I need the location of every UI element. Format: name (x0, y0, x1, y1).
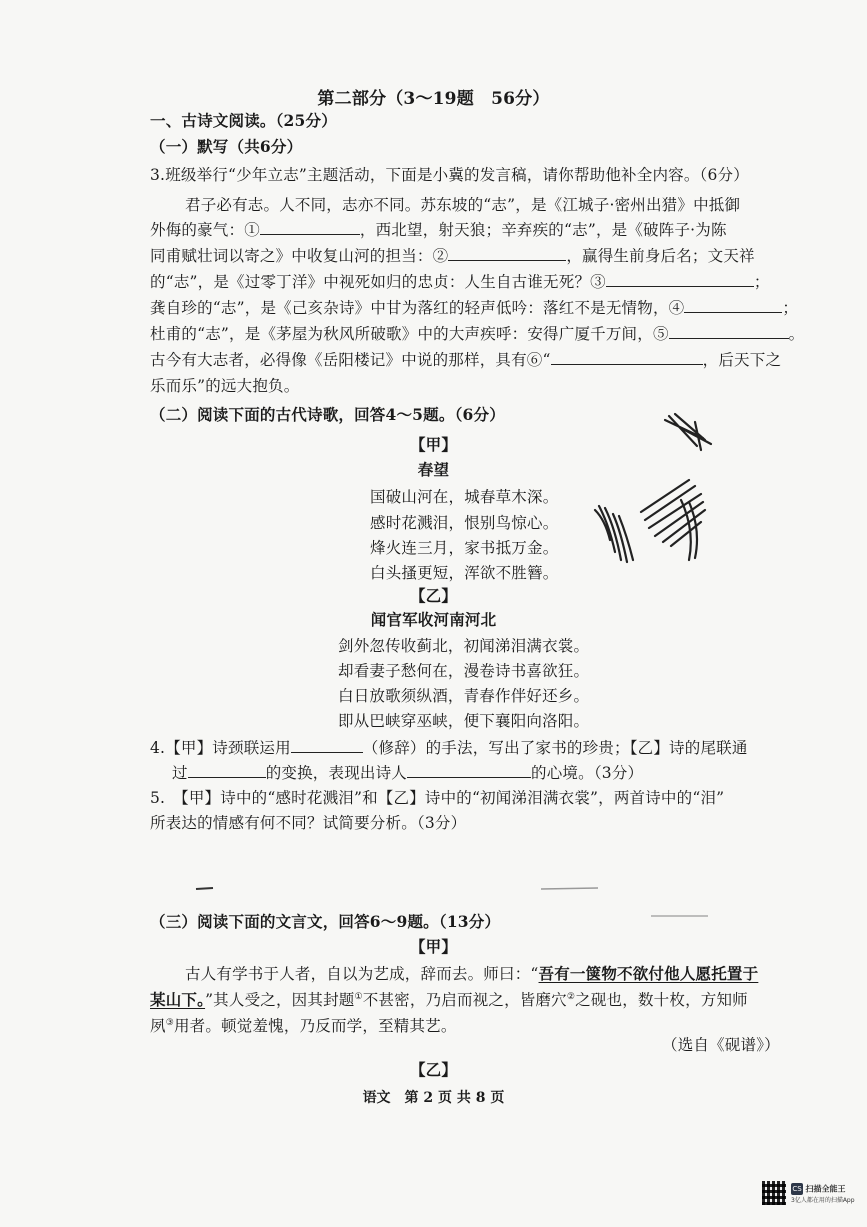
poem-line: 感时花溅泪，恨别鸟惊心。 (370, 514, 559, 532)
paragraph-line: 外侮的豪气：① ，西北望，射天狼；辛弃疾的“志”，是《破阵子·为陈 (150, 221, 727, 239)
scanner-brand-sub: 3亿人都在用的扫描App (791, 1197, 855, 1204)
classical-text-line: 夙③用者。顿觉羞愧，乃反而学，至精其艺。 (150, 1017, 457, 1035)
poem-line: 白日放歌须纵酒，青春作伴好还乡。 (338, 687, 590, 705)
section1-sub-title: （一）默写（共6分） (150, 137, 303, 156)
poem-yi-mark: 【乙】 (409, 586, 458, 605)
blank-3[interactable] (606, 272, 754, 287)
text-jia-mark: 【甲】 (409, 937, 458, 956)
text-source: （选自《砚谱》） (662, 1036, 780, 1054)
pencil-scribble (585, 410, 725, 580)
blank-5[interactable] (669, 324, 789, 339)
paragraph-line: 同甫赋壮词以寄之》中收复山河的担当：② ，赢得生前身后名；文天祥 (150, 247, 755, 265)
blank-6[interactable] (551, 350, 703, 365)
question-4-line1: 4.【甲】诗颈联运用 （修辞）的手法，写出了家书的珍贵；【乙】诗的尾联通 (150, 739, 748, 757)
paragraph-line: 古今有大志者，必得像《岳阳楼记》中说的那样，具有⑥“ ，后天下之 (150, 351, 782, 369)
blank-q4-mood[interactable] (407, 763, 531, 778)
scanner-logo-icon: CS (792, 1185, 802, 1193)
blank-1[interactable] (260, 220, 360, 235)
poem-line: 白头搔更短，浑欲不胜簪。 (370, 564, 559, 582)
poem-line: 烽火连三月，家书抵万金。 (370, 539, 559, 557)
section2-title: （二）阅读下面的古代诗歌，回答4～5题。（6分） (150, 405, 505, 424)
scanner-watermark (791, 1183, 855, 1204)
poem-line: 国破山河在，城春草木深。 (370, 488, 559, 506)
poem-line: 即从巴峡穿巫峡，便下襄阳向洛阳。 (338, 712, 590, 730)
poem-yi-title: 闻官军收河南河北 (370, 610, 497, 629)
poem-line: 剑外忽传收蓟北，初闻涕泪满衣裳。 (338, 637, 590, 655)
paragraph-line: 杜甫的“志”，是《茅屋为秋风所破歌》中的大声疾呼：安得广厦千万间，⑤ 。 (150, 325, 805, 343)
classical-text-line: 古人有学书于人者，自以为艺成，辞而去。师曰：“吾有一箧物不欲付他人愿托置于 (185, 964, 759, 983)
section3-title: （三）阅读下面的文言文，回答6～9题。（13分） (150, 912, 501, 931)
note-mark: ③ (165, 1017, 174, 1028)
question-3-stem: 3.班级举行“少年立志”主题活动，下面是小冀的发言稿，请你帮助他补全内容。（6分） (150, 166, 749, 184)
section1-title: 一、古诗文阅读。（25分） (150, 111, 337, 130)
scanner-brand-name: 扫描全能王 (805, 1184, 846, 1194)
stray-mark (540, 886, 600, 892)
underlined-sentence: 某山下。 (150, 990, 206, 1009)
question-5-line1: 5. 【甲】诗中的“感时花溅泪”和【乙】诗中的“初闻涕泪满衣裳”，两首诗中的“泪” (150, 789, 725, 807)
question-5-line2: 所表达的情感有何不同？试简要分析。（3分） (150, 814, 467, 832)
part-title: 第二部分（3～19题 56分） (317, 89, 550, 109)
blank-2[interactable] (448, 246, 566, 261)
page-footer: 语文 第 2 页 共 8 页 (362, 1090, 505, 1106)
poem-jia-mark: 【甲】 (409, 435, 458, 454)
paragraph-line: 的“志”，是《过零丁洋》中视死如归的忠贞：人生自古谁无死？③ ； (150, 273, 770, 291)
poem-line: 却看妻子愁何在，漫卷诗书喜欲狂。 (338, 662, 590, 680)
paragraph-line: 君子必有志。人不同，志亦不同。苏东坡的“志”，是《江城子·密州出猎》中抵御 (185, 196, 741, 214)
paragraph-line: 乐而乐”的远大抱负。 (150, 377, 300, 395)
underlined-sentence: 吾有一箧物不欲付他人愿托置于 (538, 964, 759, 983)
blank-4[interactable] (684, 298, 782, 313)
question-4-line2: 过 的变换，表现出诗人 的心境。（3分） (172, 764, 644, 782)
note-mark: ② (566, 991, 576, 1002)
stray-mark (195, 886, 215, 892)
blank-q4-rhetoric[interactable] (291, 738, 363, 753)
note-mark: ① (354, 991, 363, 1002)
classical-text-line: 某山下。”其人受之，因其封题①不甚密，乃启而视之，皆磨穴②之砚也，数十枚，方知师 (150, 990, 748, 1009)
paragraph-line: 龚自珍的“志”，是《己亥杂诗》中甘为落红的轻声低吟：落红不是无情物，④ ； (150, 299, 799, 317)
poem-jia-title: 春望 (417, 460, 450, 479)
blank-q4-change[interactable] (188, 763, 266, 778)
qr-code-icon (762, 1181, 786, 1205)
text-yi-mark: 【乙】 (409, 1060, 458, 1079)
stray-mark (650, 913, 710, 919)
